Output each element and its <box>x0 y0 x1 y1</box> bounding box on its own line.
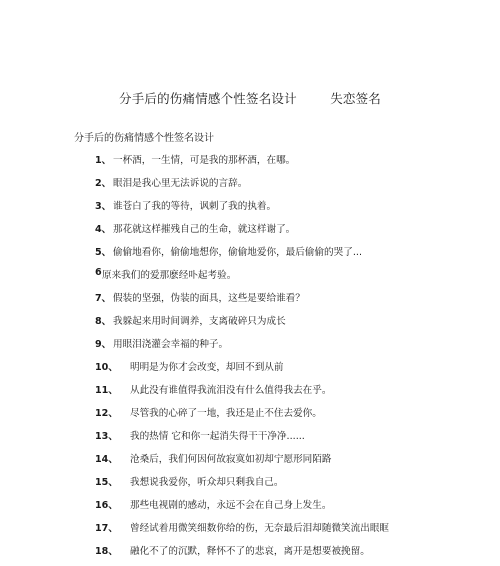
list-item <box>0 313 500 336</box>
list-item <box>0 543 500 566</box>
list-item <box>0 382 500 405</box>
list-item <box>0 198 500 221</box>
item-text: 曾经试着用微笑细数你给的伤，无奈最后泪却随微笑流出眼眶 <box>130 523 390 534</box>
item-text: 融化不了的沉默，释怀不了的悲哀，离开是想要被挽留。 <box>130 546 370 557</box>
item-number: 13、 <box>95 431 118 442</box>
item-text: 眼泪是我心里无法诉说的言辞。 <box>113 178 248 189</box>
item-number: 17、 <box>95 523 118 534</box>
item-text: 那花就这样摧残自己的生命，就这样谢了。 <box>113 224 296 235</box>
item-number: 11、 <box>95 385 118 396</box>
list-item <box>0 221 500 244</box>
item-number: 10、 <box>95 362 118 373</box>
list-item <box>0 244 500 267</box>
list-item <box>0 405 500 428</box>
list-item <box>0 267 500 290</box>
item-number: 9、 <box>95 339 112 350</box>
list-item <box>0 290 500 313</box>
item-number: 4、 <box>95 224 112 235</box>
item-number: 18、 <box>95 546 118 557</box>
item-text: 我的热情 它和你一起消失得干干净净...... <box>130 431 305 442</box>
list-item <box>0 428 500 451</box>
list-item <box>0 520 500 543</box>
list-item <box>0 359 500 382</box>
item-text: 原来我们的爱那麽经卟起考验。 <box>102 270 237 281</box>
item-text: 尽管我的心碎了一地，我还是止不住去爱你。 <box>130 408 322 419</box>
item-number: 15、 <box>95 477 118 488</box>
item-text: 假装的坚强，伪装的面具，这些是要给谁看？ <box>113 293 305 304</box>
list-item <box>0 175 500 198</box>
signature-list <box>0 152 500 566</box>
document-subtitle: 分手后的伤痛情感个性签名设计 <box>74 133 214 144</box>
item-number: 12、 <box>95 408 118 419</box>
item-number: 5、 <box>95 247 112 258</box>
item-text: 谁苍白了我的等待，讽刺了我的执着。 <box>113 201 277 212</box>
list-item <box>0 497 500 520</box>
document-title: 分手后的伤痛情感个性签名设计 失恋签名 <box>119 91 381 106</box>
item-number: 8、 <box>95 316 112 327</box>
item-text: 我想说我爱你，听众却只剩我自己。 <box>130 477 284 488</box>
list-item <box>0 336 500 359</box>
item-text: 我躲起来用时间调养，支离破碎只为成长 <box>113 316 286 327</box>
item-number: 7、 <box>95 293 112 304</box>
item-text: 用眼泪浇灌会幸福的种子。 <box>113 339 229 350</box>
item-text: 从此没有谁值得我流泪没有什么值得我去在乎。 <box>130 385 332 396</box>
list-item <box>0 474 500 497</box>
item-number: 2、 <box>95 178 112 189</box>
item-text: 沧桑后，我们何因何故寂寞如初却宁愿形同陌路 <box>130 454 332 465</box>
item-number: 3、 <box>95 201 112 212</box>
item-text: 偷偷地看你，偷偷地想你，偷偷地爱你，最后偷偷的哭了... <box>113 247 362 258</box>
item-number: 1、 <box>95 155 112 166</box>
item-text: 那些电视剧的感动，永远不会在自己身上发生。 <box>130 500 332 511</box>
list-item <box>0 152 500 175</box>
item-number: 6 <box>95 267 102 278</box>
item-text: 明明是为你才会改变，却回不到从前 <box>130 362 284 373</box>
item-number: 14、 <box>95 454 118 465</box>
list-item <box>0 451 500 474</box>
item-number: 16、 <box>95 500 118 511</box>
item-text: 一杯酒，一生情，可是我的那杯酒，在哪。 <box>113 155 296 166</box>
